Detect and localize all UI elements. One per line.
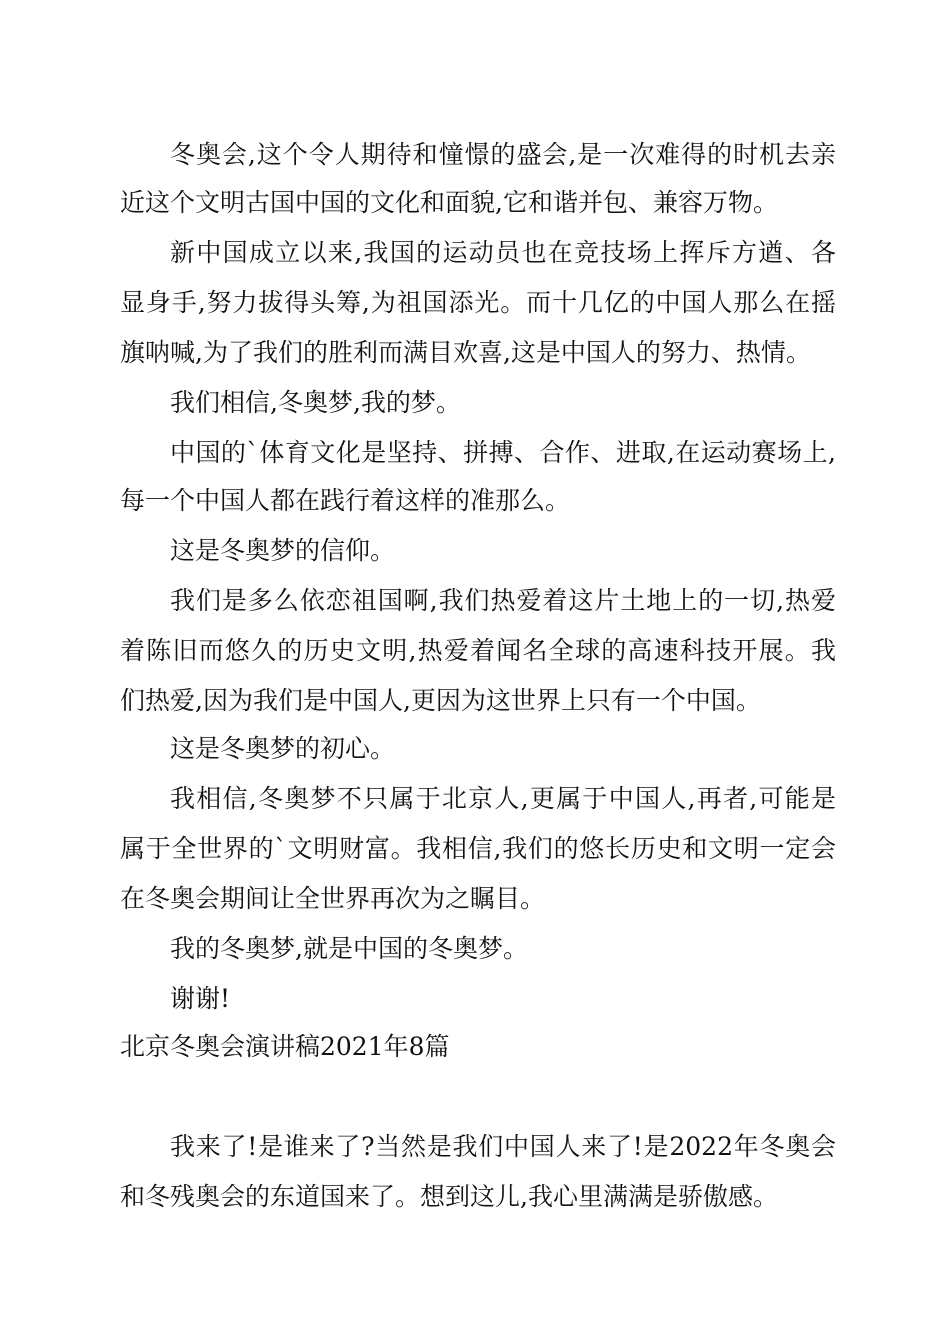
paragraph-line: 和冬残奥会的东道国来了。想到这儿,我心里满满是骄傲感。 xyxy=(120,1182,778,1211)
paragraph-line: 我们是多么依恋祖国啊,我们热爱着这片土地上的一切,热爱 xyxy=(170,586,836,615)
paragraph-line: 属于全世界的`文明财富。我相信,我们的悠长历史和文明一定会 xyxy=(120,834,836,863)
paragraph-line: 们热爱,因为我们是中国人,更因为这世界上只有一个中国。 xyxy=(120,686,761,715)
paragraph-line: 冬奥会,这个令人期待和憧憬的盛会,是一次难得的时机去亲 xyxy=(170,140,836,169)
paragraph-line: 旗呐喊,为了我们的胜利而满目欢喜,这是中国人的努力、热情。 xyxy=(120,338,811,367)
paragraph-line: 显身手,努力拔得头筹,为祖国添光。而十几亿的中国人那么在摇 xyxy=(120,288,836,317)
paragraph-line: 中国的`体育文化是坚持、拼搏、合作、进取,在运动赛场上, xyxy=(170,438,836,467)
paragraph-line: 这是冬奥梦的初心。 xyxy=(170,734,396,763)
paragraph-line: 着陈旧而悠久的历史文明,热爱着闻名全球的高速科技开展。我 xyxy=(120,636,836,665)
paragraph-line: 我们相信,冬奥梦,我的梦。 xyxy=(170,388,461,417)
paragraph-line: 在冬奥会期间让全世界再次为之瞩目。 xyxy=(120,884,546,913)
paragraph-line: 这是冬奥梦的信仰。 xyxy=(170,536,396,565)
paragraph-line: 我的冬奥梦,就是中国的冬奥梦。 xyxy=(170,934,528,963)
paragraph-line: 我相信,冬奥梦不只属于北京人,更属于中国人,再者,可能是 xyxy=(170,784,836,813)
paragraph-line: 我来了!是谁来了?当然是我们中国人来了!是2022年冬奥会 xyxy=(170,1132,836,1161)
paragraph-line: 每一个中国人都在践行着这样的准那么。 xyxy=(120,486,571,515)
paragraph-line: 谢谢! xyxy=(170,984,231,1013)
paragraph-line: 新中国成立以来,我国的运动员也在竞技场上挥斥方遒、各 xyxy=(170,238,836,267)
paragraph-line: 近这个文明古国中国的文化和面貌,它和谐并包、兼容万物。 xyxy=(120,188,778,217)
article-heading: 北京冬奥会演讲稿2021年8篇 xyxy=(120,1032,450,1061)
